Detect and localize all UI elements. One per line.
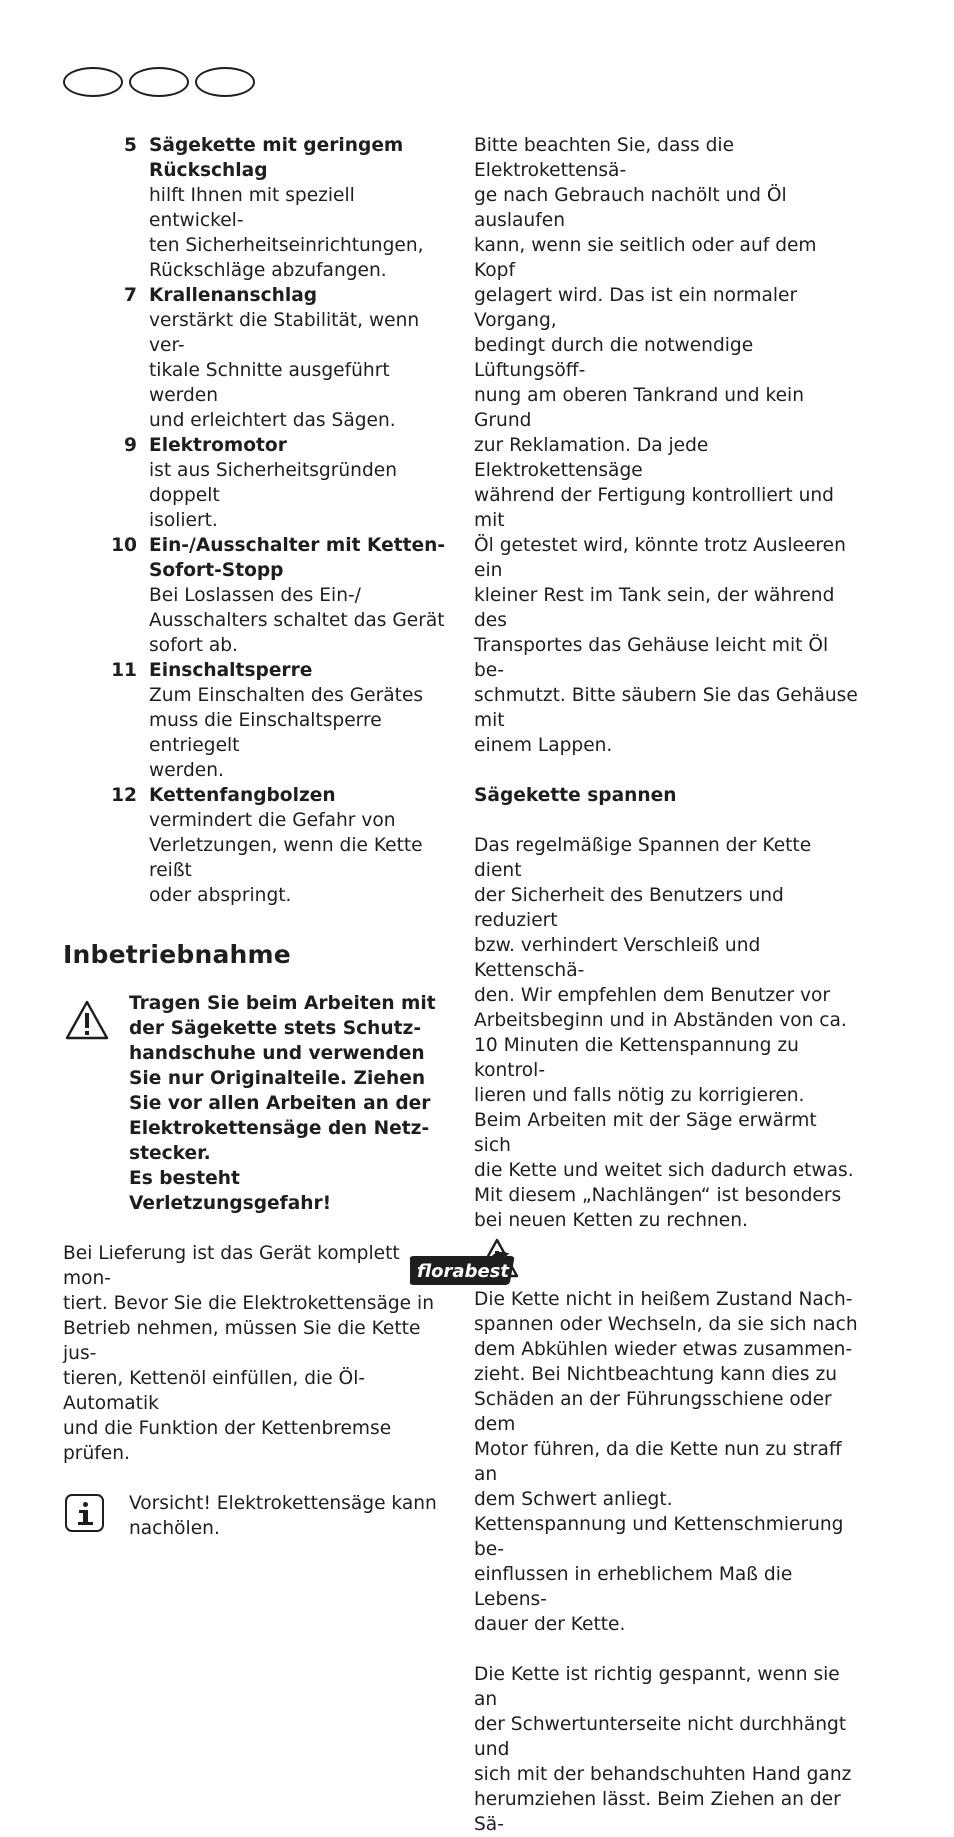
language-tabs: [63, 67, 256, 99]
feature-number: 7: [124, 285, 137, 306]
feature-description: [149, 808, 448, 908]
feature-title: [149, 133, 448, 183]
language-oval-2: [129, 67, 189, 97]
text-line: Rückschläge abzufangen.: [149, 260, 387, 281]
text-line: gelagert wird. Das ist ein normaler Vorgang,: [474, 285, 798, 331]
safety-warning: [63, 991, 448, 1216]
text-line: Einschaltsperre: [149, 660, 313, 681]
text-line: Kettenspannung und Kettenschmierung be-: [474, 1514, 844, 1560]
text-line: Bei Loslassen des Ein-/: [149, 585, 361, 606]
feature-number: 11: [111, 660, 137, 681]
text-line: sich mit der behandschuhten Hand ganz: [474, 1764, 852, 1785]
left-column: [63, 133, 448, 1541]
feature-item: [63, 658, 448, 783]
correct-tension-paragraph: [474, 1662, 859, 1837]
text-line: der Sägekette stets Schutz-: [129, 1018, 422, 1039]
text-line: handschuhe und verwenden: [129, 1043, 425, 1064]
feature-item: [63, 133, 448, 283]
florabest-logo: [406, 1252, 518, 1288]
logo-text: florabest: [417, 1261, 509, 1282]
feature-item: [63, 283, 448, 433]
text-line: bei neuen Ketten zu rechnen.: [474, 1210, 748, 1231]
text-line: Ausschalters schaltet das Gerät: [149, 610, 445, 631]
text-line: isoliert.: [149, 510, 218, 531]
text-line: zieht. Bei Nichtbeachtung kann dies zu: [474, 1364, 837, 1385]
info-note: [63, 1491, 448, 1541]
text-line: stecker.: [129, 1143, 211, 1164]
feature-title: [149, 433, 448, 458]
text-line: Die Kette nicht in heißem Zustand Nach-: [474, 1289, 853, 1310]
text-line: bzw. verhindert Verschleiß und Kettenschä-: [474, 935, 761, 981]
text-line: Sie nur Originalteile. Ziehen: [129, 1068, 426, 1089]
text-line: tikale Schnitte ausgeführt werden: [149, 360, 390, 406]
info-icon: [65, 1494, 104, 1532]
section-title: Inbetriebnahme: [63, 940, 291, 969]
warning-text: [129, 991, 448, 1216]
text-line: Arbeitsbeginn und in Abständen von ca.: [474, 1010, 847, 1031]
text-line: hilft Ihnen mit speziell entwickel-: [149, 185, 355, 231]
text-line: vermindert die Gefahr von: [149, 810, 396, 831]
text-line: Vorsicht! Elektrokettensäge kann: [129, 1493, 437, 1514]
feature-item: [63, 433, 448, 533]
text-line: Betrieb nehmen, müssen Sie die Kette jus-: [63, 1318, 421, 1364]
text-line: Ein-/Ausschalter mit Ketten-: [149, 535, 446, 556]
text-line: Verletzungen, wenn die Kette reißt: [149, 835, 423, 881]
text-line: der Schwertunterseite nicht durchhängt und: [474, 1714, 847, 1760]
text-line: Mit diesem „Nachlängen“ ist besonders: [474, 1185, 842, 1206]
text-line: Sägekette mit geringem: [149, 135, 404, 156]
feature-list: [63, 133, 448, 908]
feature-title: [149, 783, 448, 808]
text-line: kleiner Rest im Tank sein, der während des: [474, 585, 835, 631]
feature-title: [149, 533, 448, 583]
language-oval-3: [195, 67, 255, 97]
text-line: 10 Minuten die Kettenspannung zu kontrol-: [474, 1035, 799, 1081]
text-line: und erleichtert das Sägen.: [149, 410, 396, 431]
feature-number: 5: [124, 135, 137, 156]
text-line: lieren und falls nötig zu korrigieren.: [474, 1085, 805, 1106]
text-line: werden.: [149, 760, 224, 781]
oil-notice-paragraph: [474, 133, 859, 758]
text-line: Tragen Sie beim Arbeiten mit: [129, 993, 436, 1014]
warning-triangle-icon: [64, 999, 110, 1041]
hot-chain-warning-paragraph: [474, 1287, 859, 1637]
text-line: spannen oder Wechseln, da sie sich nach: [474, 1314, 858, 1335]
text-line: während der Fertigung kontrolliert und mit: [474, 485, 834, 531]
feature-description: [149, 183, 448, 283]
text-line: die Kette und weitet sich dadurch etwas.: [474, 1160, 854, 1181]
text-line: ge nach Gebrauch nachölt und Öl auslaufen: [474, 185, 787, 231]
text-line: Schäden an der Führungsschiene oder dem: [474, 1389, 832, 1435]
feature-title: [149, 283, 448, 308]
feature-description: [149, 683, 448, 783]
text-line: tieren, Kettenöl einfüllen, die Öl-Automatik: [63, 1368, 366, 1414]
text-line: der Sicherheit des Benutzers und reduziert: [474, 885, 784, 931]
text-line: Motor führen, da die Kette nun zu straff an: [474, 1439, 842, 1485]
feature-description: [149, 583, 448, 658]
text-line: Die Kette ist richtig gespannt, wenn sie an: [474, 1664, 840, 1710]
text-line: Bei Lieferung ist das Gerät komplett mon-: [63, 1243, 400, 1289]
text-line: sofort ab.: [149, 635, 238, 656]
text-line: dauer der Kette.: [474, 1614, 626, 1635]
text-line: bedingt durch die notwendige Lüftungsöff-: [474, 335, 754, 381]
text-line: ten Sicherheitseinrichtungen,: [149, 235, 424, 256]
text-line: nachölen.: [129, 1518, 220, 1539]
text-line: den. Wir empfehlen dem Benutzer vor: [474, 985, 831, 1006]
feature-item: [63, 783, 448, 908]
chain-tension-paragraph: [474, 833, 859, 1233]
text-line: Sofort-Stopp: [149, 560, 284, 581]
text-line: tiert. Bevor Sie die Elektrokettensäge in: [63, 1293, 434, 1314]
text-line: Es besteht Verletzungsgefahr!: [129, 1168, 332, 1214]
feature-item: [63, 533, 448, 658]
feature-description: [149, 308, 448, 433]
text-line: Beim Arbeiten mit der Säge erwärmt sich: [474, 1110, 817, 1156]
text-line: und die Funktion der Kettenbremse prüfen.: [63, 1418, 392, 1464]
text-line: schmutzt. Bitte säubern Sie das Gehäuse mit: [474, 685, 858, 731]
text-line: verstärkt die Stabilität, wenn ver-: [149, 310, 420, 356]
feature-number: 9: [124, 435, 137, 456]
text-line: Elektromotor: [149, 435, 287, 456]
text-line: ist aus Sicherheitsgründen doppelt: [149, 460, 397, 506]
feature-number: 12: [111, 785, 137, 806]
text-line: kann, wenn sie seitlich oder auf dem Kopf: [474, 235, 817, 281]
text-line: Rückschlag: [149, 160, 268, 181]
text-line: Das regelmäßige Spannen der Kette dient: [474, 835, 812, 881]
text-line: dem Schwert anliegt.: [474, 1489, 673, 1510]
text-line: oder abspringt.: [149, 885, 292, 906]
text-line: herumziehen lässt. Beim Ziehen an der Sä-: [474, 1789, 841, 1835]
text-line: Kettenfangbolzen: [149, 785, 336, 806]
text-line: dem Abkühlen wieder etwas zusammen-: [474, 1339, 853, 1360]
text-line: Zum Einschalten des Gerätes: [149, 685, 424, 706]
language-oval-1: [63, 67, 123, 97]
text-line: Öl getestet wird, könnte trotz Ausleeren ein: [474, 535, 846, 581]
feature-number: 10: [111, 535, 137, 556]
feature-description: [149, 458, 448, 533]
text-line: zur Reklamation. Da jede Elektrokettensäge: [474, 435, 709, 481]
feature-title: [149, 658, 448, 683]
text-line: Elektrokettensäge den Netz-: [129, 1118, 430, 1139]
right-column: [474, 133, 859, 1837]
text-line: einflussen in erheblichem Maß die Lebens-: [474, 1564, 793, 1610]
chain-tension-heading: Sägekette spannen: [474, 785, 677, 806]
info-text: [129, 1491, 448, 1541]
text-line: Krallenanschlag: [149, 285, 318, 306]
text-line: einem Lappen.: [474, 735, 613, 756]
text-line: Sie vor allen Arbeiten an der: [129, 1093, 431, 1114]
text-line: nung am oberen Tankrand und kein Grund: [474, 385, 805, 431]
text-line: Bitte beachten Sie, dass die Elektrokettensä-: [474, 135, 735, 181]
text-line: muss die Einschaltsperre entriegelt: [149, 710, 382, 756]
text-line: Transportes das Gehäuse leicht mit Öl be-: [474, 635, 829, 681]
